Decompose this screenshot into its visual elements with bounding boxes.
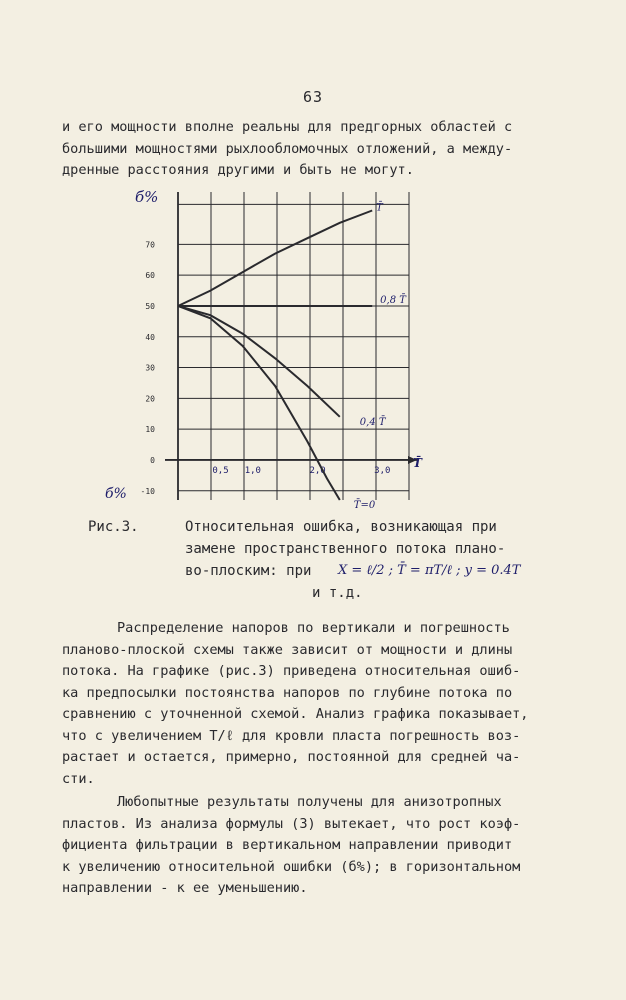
text-line: и его мощности вполне реальны для предгорных областей с — [62, 119, 513, 135]
series-line — [178, 306, 340, 417]
y-tick-label: 30 — [145, 363, 155, 373]
y-tick-label: 0 — [150, 455, 155, 465]
y-tick-label: -10 — [140, 486, 155, 496]
y-tick-label: 20 — [145, 394, 155, 404]
error-chart — [105, 182, 435, 520]
caption-line: замене пространственного потока плано- — [185, 541, 506, 557]
y-tick-label: 60 — [145, 271, 155, 281]
text-line: Распределение напоров по вертикали и погрешность — [117, 620, 510, 636]
y-tick-label: 70 — [145, 240, 155, 250]
y-tick-label: 50 — [145, 301, 155, 311]
text-line: растает и остается, примерно, постоянной для средней ча- — [62, 749, 521, 765]
series-label: T̄ — [376, 202, 383, 214]
paragraph-2 — [62, 618, 562, 790]
text-line: направлении - к ее уменьшению. — [62, 880, 308, 896]
text-line: фициента фильтрации в вертикальном направлении приводит — [62, 837, 513, 853]
x-tick-label: 1,0 — [244, 465, 261, 476]
text-line: Любопытные результаты получены для анизотропных — [117, 794, 502, 810]
text-line: сти. — [62, 770, 95, 787]
text-line: планово-плоской схемы также зависит от мощности и длины — [62, 641, 513, 658]
text-line: дренные расстояния другими и быть не могут. — [62, 162, 414, 178]
text-line: большими мощностями рыхлообломочных отложений, а междy- — [62, 140, 513, 157]
y-axis-label: б% — [135, 188, 159, 206]
text-line: что с увеличением T/ℓ для кровли пласта погрешность воз- — [62, 727, 521, 744]
y-tick-label: 40 — [145, 332, 155, 342]
text-line: к увеличению относительной ошибки (б%); в горизонтальном — [62, 858, 521, 875]
paragraph-3 — [62, 792, 562, 900]
text-line: пластов. Из анализа формулы (3) вытекает, что рост коэф- — [62, 815, 521, 832]
series-label: T̄=0 — [353, 500, 376, 511]
x-tick-label: 2,0 — [309, 465, 326, 476]
x-axis-label: T̄ — [413, 455, 422, 470]
page-number: 63 — [302, 88, 324, 106]
text-line: ка предпосылки постоянства напоров по глубине потока по — [62, 684, 513, 701]
y-tick-label: 10 — [145, 425, 155, 435]
text-line: потока. На графике (рис.3) приведена относительная ошиб- — [62, 663, 521, 679]
x-tick-label: 3,0 — [374, 465, 391, 476]
y-axis-label-bottom: б% — [105, 486, 127, 502]
caption-end: и т.д. — [312, 585, 363, 601]
series-label: 0,8 T̄ — [380, 294, 406, 306]
intro-paragraph — [62, 117, 562, 182]
text-line: сравнению с уточненной схемой. Анализ графика показывает, — [62, 706, 529, 722]
caption-line: во-плоским: при — [185, 563, 312, 579]
caption-line: Относительная ошибка, возникающая при — [185, 519, 497, 535]
x-tick-label: 0,5 — [212, 465, 229, 476]
series-label: 0,4 T̄ — [359, 416, 386, 428]
figure-label: Рис.3. — [88, 519, 139, 535]
caption-formula: X = ℓ/2 ; T̄ = πT/ℓ ; y = 0.4T — [338, 563, 521, 578]
chart-grid — [165, 192, 417, 500]
